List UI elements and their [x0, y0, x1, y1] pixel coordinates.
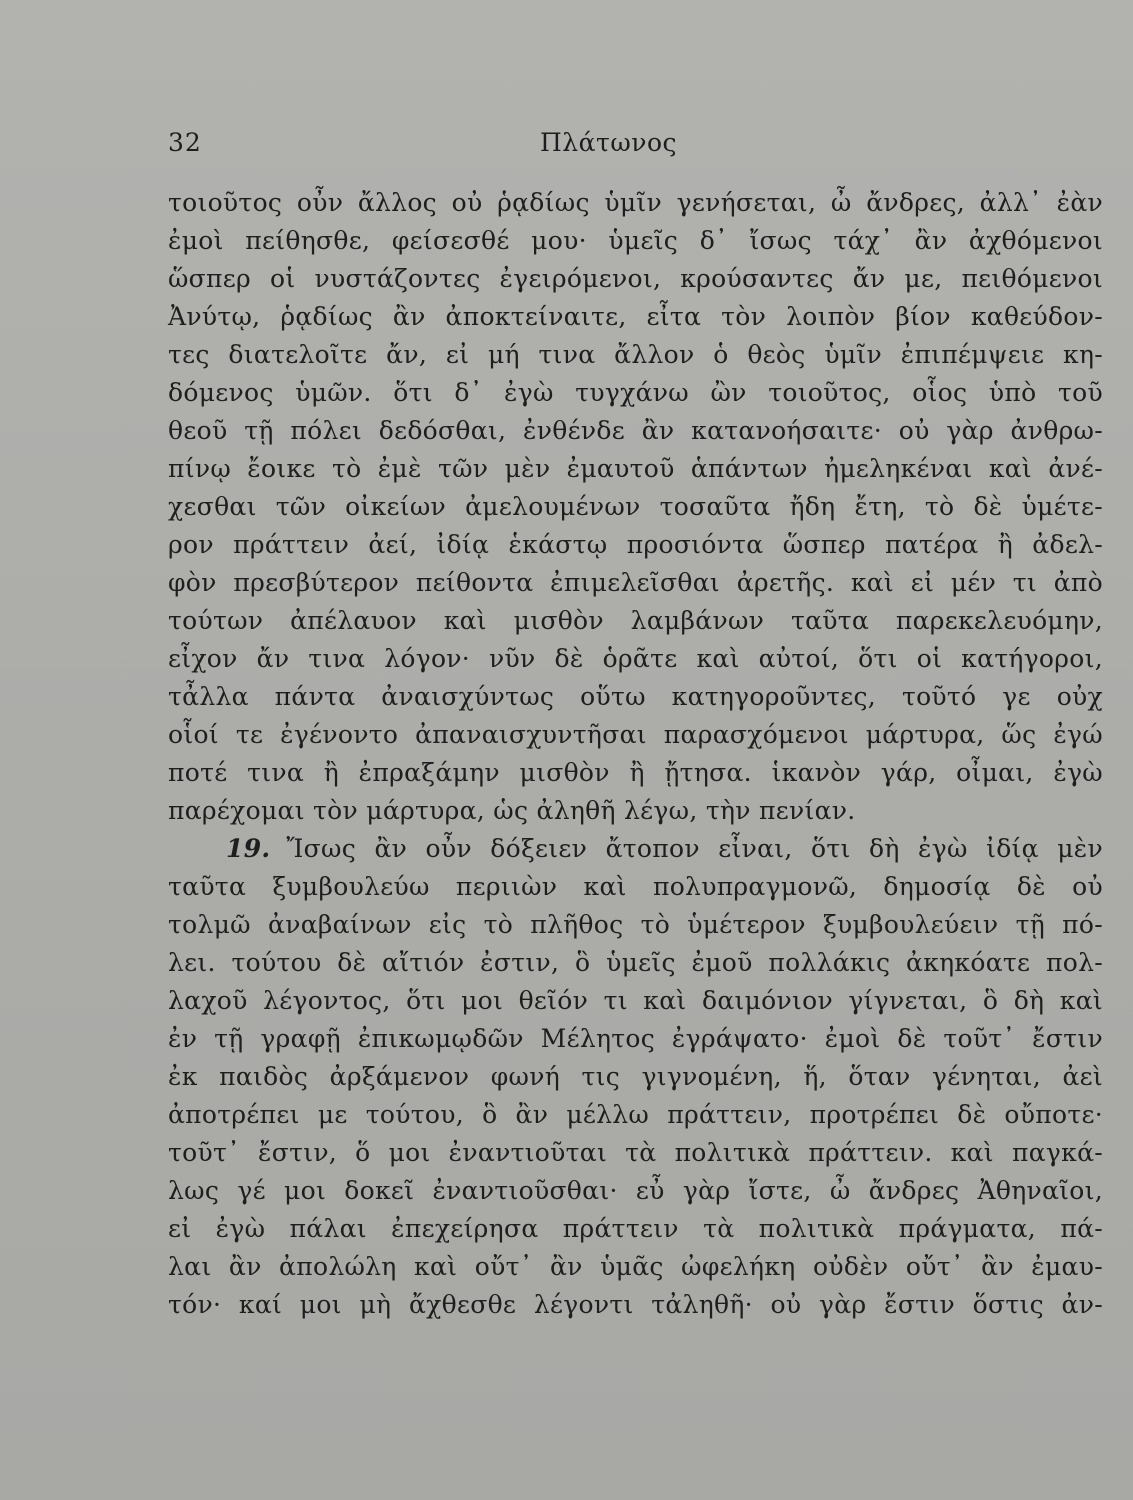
section-line-text: Ἴσως ἂν οὖν δόξειεν ἄτοπον εἶναι, ὅτι δὴ ἐγὼ ἰδίᾳ μὲν	[286, 834, 1103, 863]
text-line: φὸν πρεσβύτερον πείθοντα ἐπιμελεῖσθαι ἀρετῆς. καὶ εἰ μέν τι ἀπὸ	[168, 568, 1103, 597]
text-line: χεσθαι τῶν οἰκείων ἀμελουμένων τοσαῦτα ἤδη ἔτη, τὸ δὲ ὑμέτε-	[168, 492, 1103, 521]
text-line: ἐμοὶ πείθησθε, φείσεσθέ μου· ὑμεῖς δ᾽ ἴσως τάχ᾽ ἂν ἀχθόμενοι	[168, 226, 1103, 255]
section-first-line	[168, 830, 1103, 868]
text-line: τολμῶ ἀναβαίνων εἰς τὸ πλῆθος τὸ ὑμέτερον ξυμβουλεύειν τῇ πό-	[168, 910, 1103, 939]
text-line: τούτων ἀπέλαυον καὶ μισθὸν λαμβάνων ταῦτα παρεκελευόμην,	[168, 606, 1103, 635]
text-line: πίνῳ ἔοικε τὸ ἐμὲ τῶν μὲν ἐμαυτοῦ ἁπάντων ἠμεληκέναι καὶ ἀνέ-	[168, 454, 1103, 483]
text-line: τες διατελοῖτε ἄν, εἰ μή τινα ἄλλον ὁ θεὸς ὑμῖν ἐπιπέμψειε κη-	[168, 340, 1103, 369]
text-line: τἆλλα πάντα ἀναισχύντως οὕτω κατηγοροῦντες, τοῦτό γε οὐχ	[168, 682, 1103, 711]
paragraph-end-line: παρέχομαι τὸν μάρτυρα, ὡς ἀληθῆ λέγω, τὴν πενίαν.	[168, 796, 856, 825]
text-line: λει. τούτου δὲ αἴτιόν ἐστιν, ὃ ὑμεῖς ἐμοῦ πολλάκις ἀκηκόατε πολ-	[168, 948, 1103, 977]
text-line: τόν· καί μοι μὴ ἄχθεσθε λέγοντι τἀληθῆ· οὐ γὰρ ἔστιν ὅστις ἀν-	[168, 1290, 1103, 1319]
text-body	[168, 184, 1103, 1324]
text-line: λως γέ μοι δοκεῖ ἐναντιοῦσθαι· εὖ γὰρ ἴστε, ὦ ἄνδρες Ἀθηναῖοι,	[168, 1176, 1103, 1205]
section-number: 19.	[226, 834, 271, 863]
text-line: ταῦτα ξυμβουλεύω περιιὼν καὶ πολυπραγμονῶ, δημοσίᾳ δὲ οὐ	[168, 872, 1103, 901]
text-line: λαχοῦ λέγοντος, ὅτι μοι θεῖόν τι καὶ δαιμόνιον γίγνεται, ὃ δὴ καὶ	[168, 986, 1103, 1015]
text-line: ἐκ παιδὸς ἀρξάμενον φωνή τις γιγνομένη, ἥ, ὅταν γένηται, ἀεὶ	[168, 1062, 1103, 1091]
text-line: τοῦτ᾽ ἔστιν, ὅ μοι ἐναντιοῦται τὰ πολιτικὰ πράττειν. καὶ παγκά-	[168, 1138, 1103, 1167]
text-line: λαι ἂν ἀπολώλη καὶ οὔτ᾽ ἂν ὑμᾶς ὠφελήκη οὐδὲν οὔτ᾽ ἂν ἐμαυ-	[168, 1252, 1103, 1281]
text-line: εἰ ἐγὼ πάλαι ἐπεχείρησα πράττειν τὰ πολιτικὰ πράγματα, πά-	[168, 1214, 1103, 1243]
page-number: 32	[168, 128, 202, 157]
text-line: τοιοῦτος οὖν ἄλλος οὐ ῥᾳδίως ὑμῖν γενήσεται, ὦ ἄνδρες, ἀλλ᾽ ἐὰν	[168, 188, 1103, 217]
text-line: εἶχον ἄν τινα λόγον· νῦν δὲ ὁρᾶτε καὶ αὐτοί, ὅτι οἱ κατήγοροι,	[168, 644, 1103, 673]
running-head	[168, 128, 1108, 168]
text-line: δόμενος ὑμῶν. ὅτι δ᾽ ἐγὼ τυγχάνω ὢν τοιοῦτος, οἷος ὑπὸ τοῦ	[168, 378, 1103, 407]
text-line: ὥσπερ οἱ νυστάζοντες ἐγειρόμενοι, κρούσαντες ἄν με, πειθόμενοι	[168, 264, 1103, 293]
text-line: Ἀνύτῳ, ῥᾳδίως ἂν ἀποκτείναιτε, εἶτα τὸν λοιπὸν βίον καθεύδον-	[168, 302, 1103, 331]
text-line: ἀποτρέπει με τούτου, ὃ ἂν μέλλω πράττειν, προτρέπει δὲ οὔποτε·	[168, 1100, 1103, 1129]
text-line: οἷοί τε ἐγένοντο ἀπαναισχυντῆσαι παρασχόμενοι μάρτυρα, ὥς ἐγώ	[168, 720, 1103, 749]
text-line: ἐν τῇ γραφῇ ἐπικωμῳδῶν Μέλητος ἐγράψατο· ἐμοὶ δὲ τοῦτ᾽ ἔστιν	[168, 1024, 1103, 1053]
text-line: ρον πράττειν ἀεί, ἰδίᾳ ἑκάστῳ προσιόντα ὥσπερ πατέρα ἢ ἀδελ-	[168, 530, 1103, 559]
running-title: Πλάτωνος	[540, 128, 677, 157]
text-line: θεοῦ τῇ πόλει δεδόσθαι, ἐνθένδε ἂν κατανοήσαιτε· οὐ γὰρ ἀνθρω-	[168, 416, 1103, 445]
text-line: ποτέ τινα ἢ ἐπραξάμην μισθὸν ἢ ᾔτησα. ἱκανὸν γάρ, οἶμαι, ἐγὼ	[168, 758, 1103, 787]
